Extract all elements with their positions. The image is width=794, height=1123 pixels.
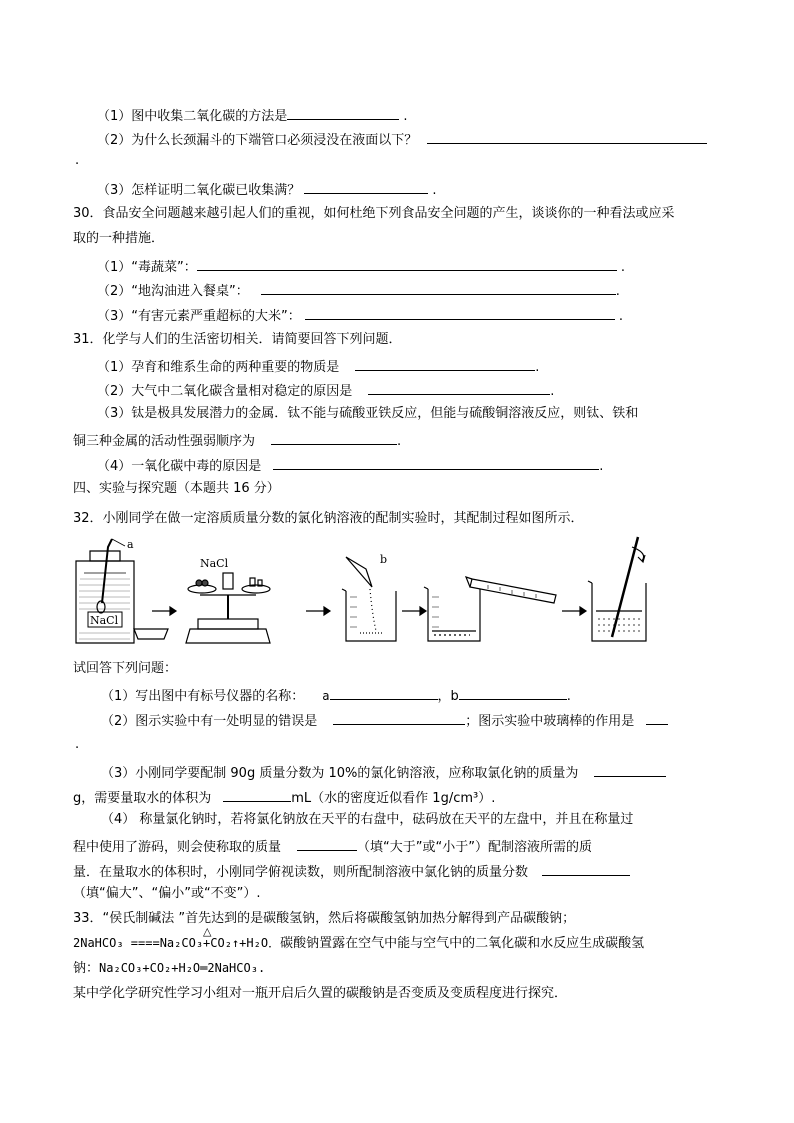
answer-blank[interactable] [333,710,465,725]
equation-combination: Na₂CO₃+CO₂+H₂O═2NaHCO₃. [99,961,266,975]
q29-item-2-period: . [75,153,80,168]
q30-item-1: （1）“毒蔬菜”： . [97,256,625,277]
balance-label: NaCl [200,557,229,570]
arrow [152,607,176,615]
q33-line-3: 钠：Na₂CO₃+CO₂+H₂O═2NaHCO₃. [73,961,266,976]
answer-blank[interactable] [459,685,567,700]
q29-item-3: （3）怎样证明二氧化碳已收集满？ . [97,179,437,200]
q31-item-3b: 铜三种金属的活动性强弱顺序为 . [73,430,401,451]
q30-item-2: （2）“地沟油进入餐桌”： . [97,280,620,301]
q32-item-2: （2）图示实验中有一处明显的错误是 ；图示实验中玻璃棒的作用是 [101,710,668,731]
experiment-figure [70,533,670,653]
arrow [306,607,330,615]
label-b: b [380,553,388,566]
q32-item-4b: 程中使用了游码，则会使称取的质量 （填“大于”或“小于”）配制溶液所需的质 [73,836,592,857]
answer-blank[interactable] [304,179,428,194]
answer-blank[interactable] [305,305,615,320]
answer-blank[interactable] [355,356,535,371]
beaker [342,589,396,641]
q32-item-3b: g，需要量取水的体积为 mL（水的密度近似看作 1g/cm³）. [73,787,495,808]
q33-line-4: 某中学化学研究性学习小组对一瓶开启后久置的碳酸钠是否变质及变质程度进行探究． [73,986,568,1001]
paper-scoop [346,557,372,587]
q32-item-4c: 量．在量取水的体积时，小刚同学俯视读数，则所配制溶液中氯化钠的质量分数 [73,861,630,882]
watch-glass [134,629,168,639]
q31-stem: 31．化学与人们的生活密切相关．请简要回答下列问题． [73,332,402,347]
q31-item-1: （1）孕育和维系生命的两种重要的物质是 . [97,356,539,377]
q32-item-4a: （4） 称量氯化钠时，若将氯化钠放在天平的右盘中，砝码放在天平的左盘中，并且在称量过 [101,812,634,827]
answer-blank[interactable] [271,430,397,445]
answer-blank[interactable] [223,787,291,802]
q30-item-3: （3）“有害元素严重超标的大米”： . [97,305,623,326]
q32-item-1: （1）写出图中有标号仪器的名称： a ，b . [101,685,571,706]
q31-item-2: （2）大气中二氧化碳含量相对稳定的原因是 . [97,380,554,401]
answer-blank[interactable] [330,685,438,700]
answer-blank[interactable] [646,710,668,725]
q32-item-3a: （3）小刚同学要配制 90g 质量分数为 10%的氯化钠溶液，应称取氯化钠的质量为 [101,762,666,783]
q32-stem: 32．小刚同学在做一定溶质质量分数的氯化钠溶液的配制实验时，其配制过程如图所示． [73,511,584,526]
q32-prompt: 试回答下列问题： [73,661,178,676]
answer-blank[interactable] [287,105,399,120]
q33-stem: 33．“侯氏制碱法 ”首先达到的是碳酸氢钠，然后将碳酸氢钠加热分解得到产品碳酸钠； [73,911,576,926]
q29-item-2: （2）为什么长颈漏斗的下端管口必须浸没在液面以下？ [97,129,707,150]
reagent-bottle [76,551,134,643]
medicine-spoon [97,539,125,613]
q33-equation-line: 2NaHCO₃ ====Na₂CO₃+CO₂↑+H₂O．碳酸钠置露在空气中能与空气中的二氧化碳和水反应生成碳酸氢 [73,936,645,951]
beaker-with-cylinder [424,577,556,641]
q30-stem-2: 取的一种措施． [73,231,165,246]
q32-item-4d: （填“偏大”、“偏小”或“不变”）. [73,886,261,901]
beaker-stirring [588,537,646,641]
label-a: a [127,538,134,551]
q31-item-4: （4）一氧化碳中毒的原因是 . [97,455,603,476]
answer-blank[interactable] [197,256,617,271]
answer-blank[interactable] [273,455,599,470]
answer-blank[interactable] [594,762,666,777]
arrow [402,607,426,615]
section-heading: 四、实验与探究题（本题共 16 分） [73,481,280,496]
answer-blank[interactable] [427,129,707,144]
equation-decomposition: 2NaHCO₃ ====Na₂CO₃+CO₂↑+H₂O． [73,936,281,950]
q30-stem-1: 30．食品安全问题越来越引起人们的重视，如何杜绝下列食品安全问题的产生，谈谈你的一种看法或应采 [73,206,675,221]
answer-blank[interactable] [261,280,616,295]
bottle-label: NaCl [90,614,119,627]
arrow [562,607,586,615]
heat-symbol: △ [203,925,212,938]
answer-blank[interactable] [368,380,550,395]
answer-blank[interactable] [297,836,357,851]
falling-salt [370,589,376,631]
answer-blank[interactable] [542,861,630,876]
q31-item-3a: （3）钛是极具发展潜力的金属．钛不能与硫酸亚铁反应，但能与硫酸铜溶液反应，则钛、铁和 [97,406,639,421]
q32-item-2-period: . [75,737,80,752]
balance [186,573,270,643]
q29-item-1: （1）图中收集二氧化碳的方法是 . [97,105,408,126]
